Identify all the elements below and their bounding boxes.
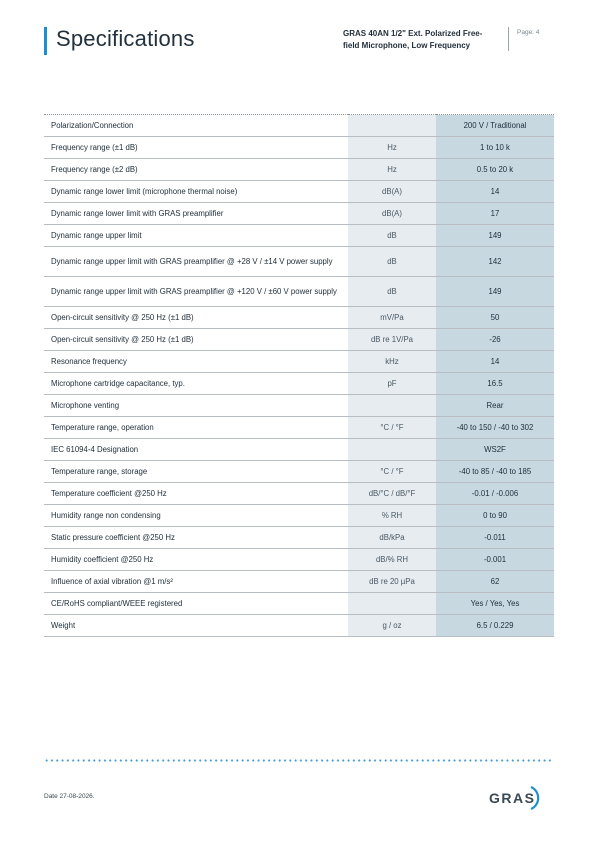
spec-unit: dB re 20 µPa [348,571,436,593]
spec-parameter: Humidity range non condensing [51,510,161,520]
spec-row [44,527,554,549]
spec-row [44,225,554,247]
spec-row [44,307,554,329]
spec-parameter: Temperature coefficient @250 Hz [51,488,167,498]
spec-value: 0.5 to 20 k [436,159,554,181]
spec-value: -40 to 150 / -40 to 302 [436,417,554,439]
spec-value: 200 V / Traditional [436,115,554,137]
spec-unit: dB/°C / dB/°F [348,483,436,505]
spec-unit: dB [348,277,436,307]
spec-parameter: CE/RoHS compliant/WEEE registered [51,598,183,608]
spec-value: 149 [436,225,554,247]
spec-unit: dB/% RH [348,549,436,571]
product-name: GRAS 40AN 1/2" Ext. Polarized Free-field Microphone, Low Frequency [343,29,483,50]
spec-unit: dB(A) [348,181,436,203]
footer-date: Date 27-08-2026. [44,793,95,800]
spec-value: 142 [436,247,554,277]
specifications-table [44,114,554,637]
spec-parameter: Frequency range (±2 dB) [51,164,138,174]
spec-parameter: Dynamic range lower limit with GRAS preamplifier [51,208,224,218]
spec-row [44,593,554,615]
spec-value: -0.001 [436,549,554,571]
spec-parameter: Temperature range, operation [51,422,154,432]
spec-row [44,115,554,137]
spec-value: 149 [436,277,554,307]
spec-parameter: Dynamic range upper limit with GRAS preamplifier @ +28 V / ±14 V power supply [51,256,333,266]
spec-row [44,483,554,505]
spec-value: Rear [436,395,554,417]
spec-row [44,461,554,483]
spec-parameter: Microphone venting [51,400,120,410]
spec-value: 14 [436,181,554,203]
spec-row [44,439,554,461]
spec-unit: mV/Pa [348,307,436,329]
spec-value: 50 [436,307,554,329]
spec-value: -0.011 [436,527,554,549]
spec-value: -40 to 85 / -40 to 185 [436,461,554,483]
spec-parameter: Microphone cartridge capacitance, typ. [51,378,185,388]
spec-row [44,549,554,571]
spec-value: WS2F [436,439,554,461]
spec-parameter: Temperature range, storage [51,466,148,476]
spec-unit [348,439,436,461]
spec-parameter: Influence of axial vibration @1 m/s² [51,576,173,586]
spec-row [44,505,554,527]
spec-unit: °C / °F [348,461,436,483]
spec-parameter: Dynamic range lower limit (microphone thermal noise) [51,186,238,196]
spec-parameter: Humidity coefficient @250 Hz [51,554,154,564]
spec-value: 16.5 [436,373,554,395]
spec-unit: dB re 1V/Pa [348,329,436,351]
spec-unit: dB [348,225,436,247]
page-separator [508,27,509,51]
spec-row [44,571,554,593]
spec-parameter: Polarization/Connection [51,120,134,130]
spec-row [44,329,554,351]
spec-value: 62 [436,571,554,593]
spec-parameter: Resonance frequency [51,356,127,366]
spec-row [44,159,554,181]
spec-parameter: Open-circuit sensitivity @ 250 Hz (±1 dB) [51,334,194,344]
page-title: Specifications [56,26,195,51]
spec-parameter: Dynamic range upper limit with GRAS preamplifier @ +120 V / ±60 V power supply [51,286,337,296]
spec-row [44,395,554,417]
spec-value: Yes / Yes, Yes [436,593,554,615]
title-accent-bar [44,27,47,55]
spec-parameter: Frequency range (±1 dB) [51,142,138,152]
spec-parameter: Weight [51,620,76,630]
spec-row [44,615,554,637]
spec-unit: dB [348,247,436,277]
spec-value: -26 [436,329,554,351]
spec-unit [348,395,436,417]
spec-value: 14 [436,351,554,373]
spec-unit: pF [348,373,436,395]
spec-value: -0.01 / -0.006 [436,483,554,505]
spec-row [44,277,554,307]
spec-unit: Hz [348,137,436,159]
spec-value: 6.5 / 0.229 [436,615,554,637]
spec-value: 17 [436,203,554,225]
spec-unit: Hz [348,159,436,181]
spec-unit: °C / °F [348,417,436,439]
spec-row [44,417,554,439]
spec-value: 0 to 90 [436,505,554,527]
spec-parameter: IEC 61094-4 Designation [51,444,139,454]
specifications-table-body [44,115,554,637]
spec-row [44,373,554,395]
spec-row [44,351,554,373]
spec-parameter: Open-circuit sensitivity @ 250 Hz (±1 dB) [51,312,194,322]
spec-unit: % RH [348,505,436,527]
spec-unit: g / oz [348,615,436,637]
spec-unit [348,593,436,615]
spec-parameter: Dynamic range upper limit [51,230,142,240]
gras-logo-text: GRAS [489,790,536,806]
spec-unit [348,115,436,137]
spec-unit: kHz [348,351,436,373]
spec-value: 1 to 10 k [436,137,554,159]
footer-dotted-divider [44,759,554,762]
page-number: Page: 4 [517,29,540,36]
spec-parameter: Static pressure coefficient @250 Hz [51,532,175,542]
spec-row [44,137,554,159]
spec-unit: dB/kPa [348,527,436,549]
gras-logo [487,783,547,813]
spec-row [44,247,554,277]
spec-row [44,181,554,203]
spec-row [44,203,554,225]
spec-unit: dB(A) [348,203,436,225]
